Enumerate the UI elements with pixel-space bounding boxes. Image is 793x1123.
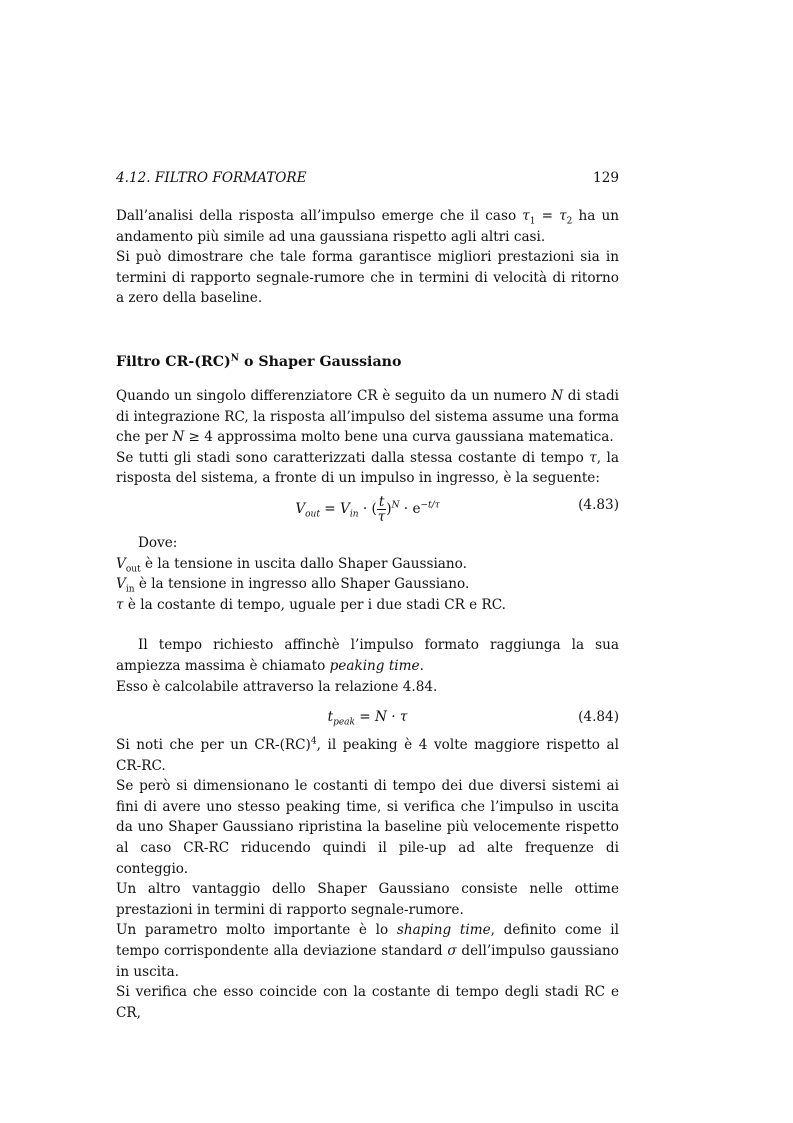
text: di stadi di integrazione RC, la risposta all’impulso del sistema assume una forma che per <box>116 387 619 446</box>
peaking-paragraph <box>116 635 619 676</box>
math-sub: in <box>125 584 135 595</box>
equation-body <box>116 707 619 728</box>
equation-number: (4.84) <box>578 709 619 726</box>
math-sub: 2 <box>566 216 573 227</box>
tail-paragraph-2: Se però si dimensionano le costanti di tempo dei due diversi sistemi ai fini di avere uno stesso peaking time, si verifica che l’impulso in uscita da uno Shaper Gaussiano ripristina la baseline più velocemente rispetto al caso CR-RC riducendo quindi il pile-up ad alte frequenze di conteggio. <box>116 778 619 877</box>
text: è la tensione in uscita dallo Shaper Gaussiano. <box>140 555 467 572</box>
section-heading <box>116 352 619 372</box>
equation-4-84 <box>116 707 619 733</box>
math-t: t <box>327 709 334 726</box>
equation-4-83 <box>116 495 619 531</box>
definition-vout <box>116 554 619 575</box>
math-op: · e <box>399 500 421 517</box>
math-sub: peak <box>333 717 355 728</box>
math-op: · ( <box>358 500 377 517</box>
tail-paragraph-5: Si verifica che esso coincide con la costante di tempo degli stadi RC e CR, <box>116 984 619 1021</box>
emphasis: peaking time <box>329 657 420 674</box>
equation-number: (4.83) <box>578 496 619 513</box>
definition-tau <box>116 595 619 616</box>
tail-paragraph-4 <box>116 920 619 982</box>
emphasis: shaping time <box>396 922 491 939</box>
math-op: ) <box>386 500 392 517</box>
body-paragraph-2 <box>116 448 619 489</box>
fraction <box>377 495 386 524</box>
math-rhs: = N · τ <box>354 709 408 726</box>
math-v: V <box>116 576 126 593</box>
page-number: 129 <box>593 170 619 186</box>
intro-paragraph <box>116 206 619 247</box>
text: Dall’analisi della risposta all’impulso emerge che il caso <box>116 208 523 224</box>
text: ≥ 4 approssima molto bene una curva gaussiana matematica. <box>184 429 614 446</box>
text: , definito come il tempo corrispondente alla deviazione standard <box>116 922 619 960</box>
math-tau: τ <box>589 449 597 466</box>
math-eq: = <box>319 500 341 517</box>
math-sub: out <box>125 564 141 575</box>
text: . <box>419 657 424 674</box>
math-tau: τ <box>116 596 124 613</box>
dove-label: Dove: <box>138 534 178 551</box>
math-sup: 4 <box>310 736 317 747</box>
math-v: V <box>295 500 306 517</box>
math-v: V <box>116 555 126 572</box>
text: Un parametro molto importante è lo <box>116 922 397 939</box>
math-tau: τ <box>559 208 567 224</box>
numerator: t <box>378 493 385 510</box>
math-exponent: −t/τ <box>420 500 440 511</box>
text: Il tempo richiesto affinchè l’impulso formato raggiunga la sua ampiezza massima è chiamato <box>116 637 619 674</box>
text: , il peaking è 4 volte maggiore rispetto al CR-RC. <box>116 737 620 774</box>
text: Si noti che per un CR-(RC) <box>116 737 311 754</box>
math-tau: τ <box>522 208 530 224</box>
text: Quando un singolo differenziatore CR è seguito da un numero <box>116 387 552 404</box>
intro-paragraph-2: Si può dimostrare che tale forma garantisce migliori prestazioni sia in termini di rapporto segnale-rumore che in termini di velocità di ritorno a zero della baseline. <box>116 249 619 307</box>
math-sigma: σ <box>447 943 457 960</box>
peaking-paragraph-2: Esso è calcolabile attraverso la relazione 4.84. <box>116 678 438 695</box>
math-sub: 1 <box>529 216 536 227</box>
tail-paragraph-3: Un altro vantaggio dello Shaper Gaussiano consiste nelle ottime prestazioni in termini di rapporto segnale-rumore. <box>116 881 619 918</box>
heading-text: o Shaper Gaussiano <box>239 353 402 370</box>
text: Se tutti gli stadi sono caratterizzati dalla stessa costante di tempo <box>116 449 590 466</box>
header-section: 4.12. FILTRO FORMATORE <box>116 170 307 186</box>
math-eq: = <box>535 208 560 224</box>
math-sub: in <box>349 509 359 520</box>
text: dell’impulso gaussiano in uscita. <box>116 943 619 980</box>
equation-body <box>116 495 619 524</box>
heading-text: Filtro CR-(RC) <box>116 353 231 370</box>
text: è la tensione in ingresso allo Shaper Gaussiano. <box>134 576 470 593</box>
running-header <box>116 168 619 190</box>
math-sup: N <box>391 500 400 511</box>
definition-vin <box>116 574 619 595</box>
math-n: N <box>172 429 185 446</box>
math-v: V <box>340 500 350 517</box>
math-n: N <box>551 387 564 404</box>
page-content <box>116 168 619 1023</box>
math-sub: out <box>305 509 320 520</box>
denominator: τ <box>377 508 386 525</box>
text: ha un andamento più simile ad una gaussiana rispetto agli altri casi. <box>116 208 620 245</box>
body-paragraph-1 <box>116 386 619 448</box>
tail-paragraph-1 <box>116 735 619 776</box>
text: , la risposta del sistema, a fronte di un impulso in ingresso, è la seguente: <box>116 449 619 487</box>
text: è la costante di tempo, uguale per i due stadi CR e RC. <box>123 596 507 613</box>
heading-sup: N <box>230 353 239 364</box>
